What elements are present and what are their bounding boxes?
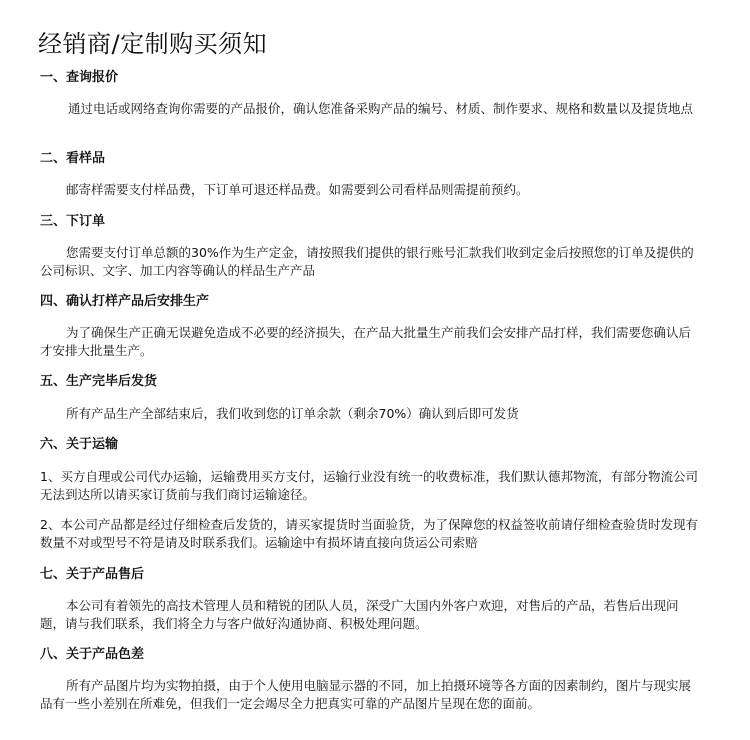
section-text-aftersales: 本公司有着领先的高技术管理人员和精锐的团队人员，深受广大国内外客户欢迎，对售后的产品，若售后出现问题，请与我们联系，我们将全力与客户做好沟通协商、积极处理问题。 xyxy=(40,598,679,631)
section-heading-color: 八、关于产品色差 xyxy=(40,647,145,662)
section-heading-order: 三、下订单 xyxy=(40,214,106,229)
section-text-transport-2: 2、本公司产品都是经过仔细检查后发货的，请买家提货时当面验货，为了保障您的权益签收前请仔细检查验货时发现有数量不对或型号不符是请及时联系我们。运输途中有损坏请直接向货运公司索赔 xyxy=(40,517,698,550)
section-text-shipping: 所有产品生产全部结束后，我们收到您的订单余款（剩余70%）确认到后即可发货 xyxy=(66,406,519,421)
section-text-samples: 邮寄样需要支付样品费，下订单可退还样品费。如需要到公司看样品则需提前预约。 xyxy=(66,182,529,197)
section-heading-quote: 一、查询报价 xyxy=(40,70,119,85)
section-heading-proof: 四、确认打样产品后安排生产 xyxy=(40,294,210,309)
section-heading-shipping: 五、生产完毕后发货 xyxy=(40,374,158,389)
section-text-order: 您需要支付订单总额的30%作为生产定金，请按照我们提供的银行账号汇款我们收到定金后按照您的订单及提供的公司标识、文字、加工内容等确认的样品生产产品 xyxy=(40,245,694,278)
section-heading-aftersales: 七、关于产品售后 xyxy=(40,567,145,582)
page-title: 经销商/定制购买须知 xyxy=(38,30,268,58)
section-text-proof: 为了确保生产正确无误避免造成不必要的经济损失，在产品大批量生产前我们会安排产品打样，我们需要您确认后才安排大批量生产。 xyxy=(40,325,692,358)
section-text-transport-1: 1、买方自理或公司代办运输，运输费用买方支付，运输行业没有统一的收费标准，我们默认德邦物流，有部分物流公司无法到达所以请买家订货前与我们商讨运输途径。 xyxy=(40,469,698,502)
section-text-color: 所有产品图片均为实物拍摄，由于个人使用电脑显示器的不同，加上拍摄环境等各方面的因素制约，图片与现实展品有一些小差别在所难免，但我们一定会竭尽全力把真实可靠的产品图片呈现在您的面前。 xyxy=(40,678,692,711)
section-heading-transport: 六、关于运输 xyxy=(40,437,119,452)
section-heading-samples: 二、看样品 xyxy=(40,151,106,166)
section-text-quote: 通过电话或网络查询你需要的产品报价，确认您准备采购产品的编号、材质、制作要求、规格和数量以及提货地点 xyxy=(68,101,694,116)
